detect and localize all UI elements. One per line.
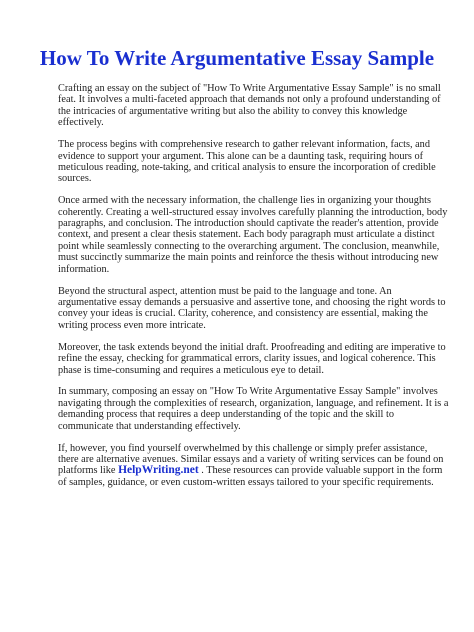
document-body [58,83,450,499]
page-title: How To Write Argumentative Essay Sample [39,46,435,70]
paragraph-language: Beyond the structural aspect, attention must be paid to the language and tone. An argumentative essay demands a persuasive and assertive tone, and choosing the right words to convey your ideas is crucial. Clarity, coherence, and consistency are essential, making the writing process even more intricate. [58,285,446,331]
paragraph-alternatives-lead: If, however, you find yourself overwhelmed by this challenge or simply prefer assistance, there are alternative avenues. Similar essays and a variety of writing services can be found on platforms like [58,442,444,477]
paragraph-intro: Crafting an essay on the subject of "How To Write Argumentative Essay Sample" is no small feat. It involves a multi-faceted approach that demands not only a profound understanding of the intricacies of argumentative writing but also the ability to convey this knowledge effectively. [58,83,441,129]
paragraph-research: The process begins with comprehensive research to gather relevant information, facts, and evidence to support your argument. This alone can be a daunting task, requiring hours of meticulous reading, note-taking, and critical analysis to ensure the incorporation of credible sources. [58,139,436,185]
paragraph-organization: Once armed with the necessary information, the challenge lies in organizing your thoughts coherently. Creating a well-structured essay involves carefully planning the introduction, body paragraphs, and conclusion. The introduction should captivate the reader's attention, provide context, and present a clear thesis statement. Each body paragraph must articulate a distinct point while seamlessly connecting to the overarching argument. The conclusion, meanwhile, must succinctly summarize the main points and reinforce the thesis without introducing new information. [58,195,448,275]
paragraph-alternatives-tail: . These resources can provide valuable support in the form of samples, guidance, or even custom-written essays tailored to your specific requirements. [58,465,443,488]
paragraph-editing: Moreover, the task extends beyond the initial draft. Proofreading and editing are imperative to refine the essay, checking for grammatical errors, clarity issues, and logical coherence. This phase is time-consuming and requires a meticulous eye to detail. [58,341,446,376]
paragraph-summary: In summary, composing an essay on "How To Write Argumentative Essay Sample" involves navigating through the complexities of research, organization, language, and refinement. It is a demanding process that requires a deep understanding of the topic and the skill to communicate that understanding effectively. [58,386,449,432]
paragraph-alternatives [58,443,450,489]
helpwriting-link[interactable]: HelpWriting.net [118,464,199,477]
